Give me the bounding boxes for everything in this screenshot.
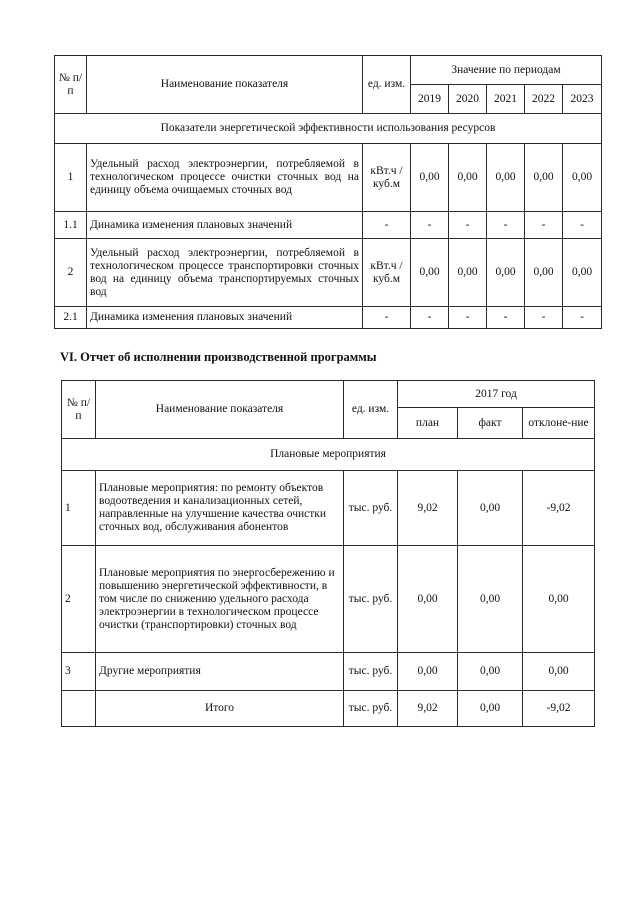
header-year: 2022 [525,85,563,114]
row-deviation: 0,00 [523,653,595,691]
row-fact: 0,00 [458,471,523,546]
row-value: 0,00 [449,239,487,307]
row-fact: 0,00 [458,653,523,691]
total-unit: тыс. руб. [344,691,398,727]
row-value: - [411,212,449,239]
row-num: 1 [62,471,96,546]
row-name: Удельный расход электроэнергии, потребляемой в технологическом процессе транспортировки сточных вод на единицу объема транспортируемых сточных вод [87,239,363,307]
header-deviation: отклоне-ние [523,408,595,439]
header-num: № п/п [62,381,96,439]
row-unit: тыс. руб. [344,653,398,691]
section-heading: VI. Отчет об исполнении производственной программы [60,350,377,364]
row-unit: тыс. руб. [344,471,398,546]
total-num [62,691,96,727]
row-value: - [449,212,487,239]
row-deviation: -9,02 [523,471,595,546]
table-row [62,546,595,653]
production-program-table [61,380,595,727]
row-unit: кВт.ч / куб.м [363,144,411,212]
row-num: 2 [62,546,96,653]
header-plan: план [398,408,458,439]
table-row [55,239,602,307]
row-name: Плановые мероприятия: по ремонту объектов водоотведения и канализационных сетей, направленные на улучшение качества очистки сточных вод, обслуживания абонентов [96,471,344,546]
header-year: 2019 [411,85,449,114]
header-name: Наименование показателя [87,56,363,114]
row-value: 0,00 [525,239,563,307]
table-row [55,307,602,329]
row-deviation: 0,00 [523,546,595,653]
row-value: 0,00 [487,144,525,212]
row-value: - [487,212,525,239]
header-name: Наименование показателя [96,381,344,439]
total-deviation: -9,02 [523,691,595,727]
header-year: 2020 [449,85,487,114]
header-unit: ед. изм. [363,56,411,114]
row-value: - [487,307,525,329]
table-row [62,653,595,691]
row-value: - [525,307,563,329]
row-value: - [525,212,563,239]
total-plan: 9,02 [398,691,458,727]
row-name: Удельный расход электроэнергии, потребляемой в технологическом процессе очистки сточных вод на единицу объема очищаемых сточных вод [87,144,363,212]
total-name: Итого [96,691,344,727]
row-value: 0,00 [563,144,602,212]
row-value: - [449,307,487,329]
header-num: № п/п [55,56,87,114]
section-title: Показатели энергетической эффективности использования ресурсов [55,114,602,144]
row-name: Динамика изменения плановых значений [87,212,363,239]
row-value: - [411,307,449,329]
row-num: 1.1 [55,212,87,239]
header-periods: Значение по периодам [411,56,602,85]
row-value: 0,00 [525,144,563,212]
row-value: 0,00 [487,239,525,307]
header-year: 2017 год [398,381,595,408]
row-value: 0,00 [449,144,487,212]
energy-efficiency-table [54,55,602,329]
row-plan: 0,00 [398,653,458,691]
row-value: 0,00 [411,144,449,212]
row-plan: 9,02 [398,471,458,546]
row-fact: 0,00 [458,546,523,653]
header-year: 2023 [563,85,602,114]
table-row [62,471,595,546]
section-title: Плановые мероприятия [62,439,595,471]
row-unit: - [363,307,411,329]
table-row [55,212,602,239]
header-unit: ед. изм. [344,381,398,439]
row-unit: тыс. руб. [344,546,398,653]
row-name: Динамика изменения плановых значений [87,307,363,329]
row-unit: кВт.ч / куб.м [363,239,411,307]
total-row [62,691,595,727]
row-num: 3 [62,653,96,691]
header-year: 2021 [487,85,525,114]
row-value: - [563,212,602,239]
row-value: 0,00 [563,239,602,307]
row-plan: 0,00 [398,546,458,653]
row-value: - [563,307,602,329]
row-num: 1 [55,144,87,212]
total-fact: 0,00 [458,691,523,727]
row-value: 0,00 [411,239,449,307]
row-num: 2.1 [55,307,87,329]
table-row [55,144,602,212]
row-name: Плановые мероприятия по энергосбережению и повышению энергетической эффективности, в том числе по снижению удельного расхода электроэнергии в технологическом процессе очистки (транспортировки) сточных вод [96,546,344,653]
row-unit: - [363,212,411,239]
row-name: Другие мероприятия [96,653,344,691]
row-num: 2 [55,239,87,307]
header-fact: факт [458,408,523,439]
